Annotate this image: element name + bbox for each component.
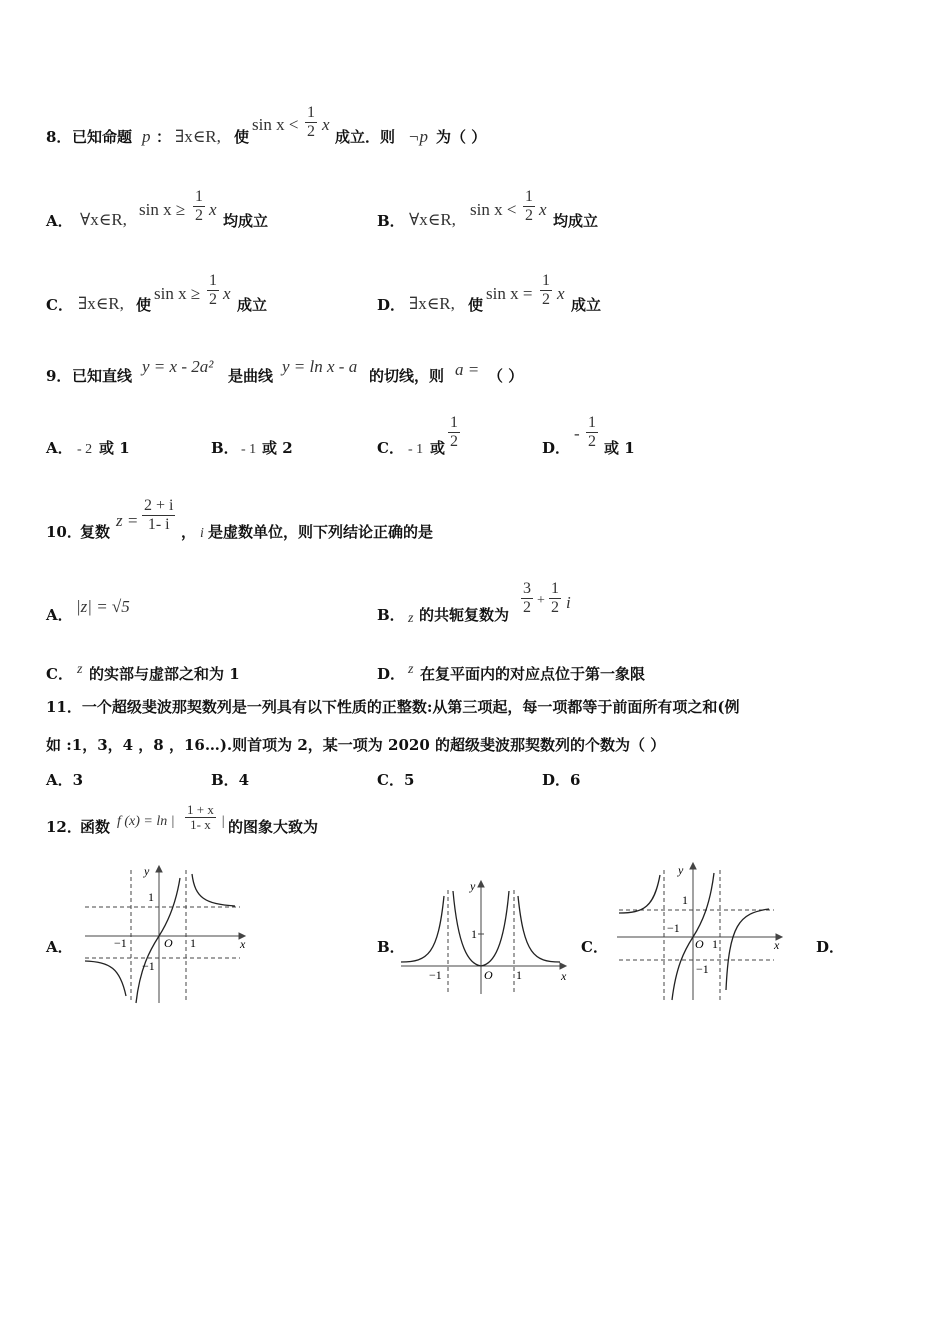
q9-option-b-tail: 或 2 (262, 439, 293, 457)
q10-stem-a: 复数 (80, 523, 111, 541)
q8-option-a-x: x (209, 200, 217, 219)
axis-y-label: y (678, 863, 684, 877)
q12-stem-b: 的图象大致为 (228, 818, 319, 836)
q9-option-a-tail: 或 1 (99, 439, 130, 457)
q12-graph-c (614, 855, 789, 1003)
q10-option-c-z: z (77, 662, 83, 677)
q12-option-a-label: A． (46, 938, 73, 956)
q10-option-c-text: 的实部与虚部之和为 1 (89, 665, 240, 683)
q12-fraction: $\frac{1 + x}{1- x}$ (187, 802, 214, 833)
q8-p: p (142, 127, 151, 146)
curve-left-branch (85, 961, 126, 996)
curve-left-branch (401, 896, 444, 962)
q9-option-c-val: - 1 (408, 442, 424, 457)
q8-option-a-label: A． (46, 212, 73, 230)
axis-origin-label: O (484, 968, 493, 982)
q8-option-a-lhs: sin x ≥ (139, 200, 186, 219)
q10-option-b-z: z (408, 611, 414, 626)
tick-one-x: 1 (516, 968, 522, 982)
q9-a-eq: a = (455, 360, 480, 379)
q8-option-c-fraction: $\frac{1}{2}$ (209, 272, 217, 308)
q12-graph-b (398, 876, 570, 996)
q11-line-2: 如 :1，3，4 ，8 ，16…).则首项为 2，某一项为 2020 的超级斐波那契数列的个数为（ ） (46, 736, 666, 754)
q10-option-b-text: 的共轭复数为 (419, 606, 510, 624)
q9-option-a-val: - 2 (77, 442, 93, 457)
q10-comma: ， (181, 523, 197, 541)
q10-option-d-z: z (408, 662, 414, 677)
q8-option-b-x: x (539, 200, 547, 219)
q9-option-a-label: A． (46, 439, 73, 457)
q10-option-a-expr: |z| = √5 (76, 597, 130, 616)
q8-option-a-fraction: $\frac{1}{2}$ (195, 188, 203, 224)
q8-number: 8． (46, 128, 72, 146)
q9-option-c-mid: 或 (430, 439, 446, 457)
axis-y-label: y (470, 879, 476, 893)
q10-z-eq: z = (116, 511, 139, 530)
q10-option-b-label: B． (377, 606, 405, 624)
q8-option-a-tail: 均成立 (223, 212, 269, 230)
q11-option-a: A．3 (46, 771, 84, 789)
q8-option-b-quant: ∀x∈R, (409, 210, 456, 229)
q10-option-b-plus: + (537, 593, 545, 608)
tick-neg-one-y: −1 (696, 962, 709, 976)
q9-stem-c: 的切线，则 (369, 367, 445, 385)
q10-option-d-label: D． (377, 665, 406, 683)
q8-exists: ∃x∈R, (175, 127, 221, 146)
curve-right-branch (726, 909, 769, 990)
q11-line-1: 11．一个超级斐波那契数列是一列具有以下性质的正整数:从第三项起，每一项都等于前面所有项之和(例 (46, 698, 740, 716)
q9-option-d-tail: 或 1 (604, 439, 635, 457)
q9-option-d-minus: - (574, 424, 580, 443)
q8-option-d-label: D． (377, 296, 406, 314)
axis-x-label: x (240, 937, 246, 951)
q11-option-b: B．4 (211, 771, 250, 789)
curve-right-branch (192, 874, 235, 906)
q9-option-c-label: C． (377, 439, 404, 457)
tick-one-y: 1 (471, 927, 477, 941)
q11-option-d: D．6 (542, 771, 581, 789)
q10-option-b-frac2: $\frac{1}{2}$ (551, 580, 559, 616)
q10-number: 10． (46, 523, 82, 541)
tick-neg-one-x: −1 (429, 968, 442, 982)
q8-stem-b: 成立．则 (335, 128, 396, 146)
q12-option-b-label: B． (377, 938, 405, 956)
q10-option-b-i: i (566, 593, 571, 612)
q9-option-d-fraction: $\frac{1}{2}$ (588, 414, 596, 450)
axis-origin-label: O (164, 936, 173, 950)
q8-ineq-lhs: sin x < (252, 115, 299, 134)
y-axis-arrow (690, 863, 696, 869)
q8-stem-a: 已知命题 (72, 128, 133, 146)
q8-option-c-shi: 使 (136, 296, 152, 314)
q12-number: 12． (46, 818, 82, 836)
axis-x-label: x (561, 969, 567, 983)
q10-i: i (200, 526, 204, 541)
q12-bar: | (221, 814, 225, 829)
q8-option-b-fraction: $\frac{1}{2}$ (525, 188, 533, 224)
q8-option-c-label: C． (46, 296, 73, 314)
q11-option-c: C．5 (377, 771, 415, 789)
q8-option-a-quant: ∀x∈R, (80, 210, 127, 229)
q9-number: 9． (46, 367, 72, 385)
q8-colon: ： (156, 128, 172, 146)
q8-stem-c: 为（ ） (436, 128, 487, 146)
q10-option-d-text: 在复平面内的对应点位于第一象限 (420, 665, 646, 683)
y-axis-arrow (478, 881, 484, 887)
q9-option-b-label: B． (211, 439, 239, 457)
q8-fraction: $\frac{1}{2}$ (307, 104, 315, 140)
curve-left-branch (619, 875, 660, 913)
q10-option-b-frac1: $\frac{3}{2}$ (523, 580, 531, 616)
q9-line-eq: y = x - 2a² (142, 357, 214, 376)
q9-option-b-val: - 1 (241, 442, 257, 457)
tick-one-y: 1 (148, 890, 154, 904)
q8-option-c-quant: ∃x∈R, (78, 294, 124, 313)
q10-fraction: $\frac{2 + i}{1- i}$ (144, 497, 174, 533)
q10-option-a-label: A． (46, 606, 73, 624)
q8-option-c-lhs: sin x ≥ (154, 284, 201, 303)
axis-y-label: y (144, 864, 150, 878)
q12-option-c-label: C． (581, 938, 608, 956)
q9-option-c-fraction: $\frac{1}{2}$ (450, 414, 458, 450)
q10-option-c-label: C． (46, 665, 73, 683)
axis-x-label: x (774, 938, 780, 952)
q8-negp: ¬p (408, 127, 428, 146)
q9-stem-a: 已知直线 (72, 367, 133, 385)
q9-stem-d: （ ） (488, 367, 524, 385)
q10-stem-b: 是虚数单位，则下列结论正确的是 (208, 523, 434, 541)
q8-option-d-tail: 成立 (571, 296, 602, 314)
q12-graph-a (80, 858, 250, 1006)
q8-option-d-x: x (557, 284, 565, 303)
q8-option-c-tail: 成立 (237, 296, 268, 314)
tick-one-y: 1 (682, 893, 688, 907)
q8-option-d-lhs: sin x = (486, 284, 533, 303)
tick-neg-one-x: −1 (667, 921, 680, 935)
q8-option-c-x: x (223, 284, 231, 303)
q8-option-d-shi: 使 (468, 296, 484, 314)
q12-option-d-label: D． (816, 938, 845, 956)
q8-shi: 使 (234, 128, 250, 146)
tick-one-x: 1 (712, 937, 718, 951)
q8-option-d-quant: ∃x∈R, (409, 294, 455, 313)
curve-middle-branch (136, 878, 180, 1003)
q8-option-b-lhs: sin x < (470, 200, 517, 219)
q8-x: x (322, 115, 330, 134)
q8-option-b-tail: 均成立 (553, 212, 599, 230)
tick-one-x: 1 (190, 936, 196, 950)
axis-origin-label: O (695, 937, 704, 951)
tick-neg-one-y: −1 (142, 959, 155, 973)
q8-option-d-fraction: $\frac{1}{2}$ (542, 272, 550, 308)
q12-stem-a: 函数 (80, 818, 111, 836)
tick-neg-one-x: −1 (114, 936, 127, 950)
q9-stem-b: 是曲线 (228, 367, 274, 385)
q8-option-b-label: B． (377, 212, 405, 230)
curve-right-branch (518, 896, 560, 962)
q12-func: f (x) = ln | (117, 814, 175, 829)
q9-option-d-label: D． (542, 439, 571, 457)
q9-curve-eq: y = ln x - a (282, 357, 358, 376)
y-axis-arrow (156, 866, 162, 872)
